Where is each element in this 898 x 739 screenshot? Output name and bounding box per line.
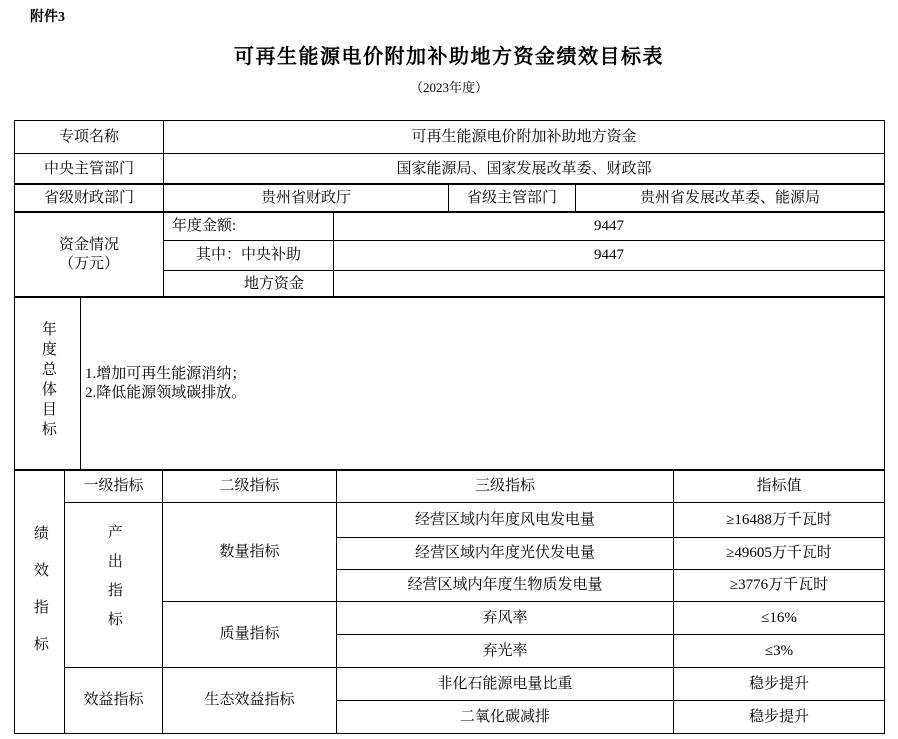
perf-section-label-text: 绩效指标 (31, 524, 48, 673)
table-row (15, 121, 885, 154)
output-indicator-label (65, 503, 163, 668)
header-level2: 二级指标 (163, 470, 337, 503)
project-name-label: 专项名称 (15, 121, 164, 154)
indicator-name: 经营区域内年度光伏发电量 (337, 538, 674, 570)
indicator-name: 弃风率 (337, 602, 674, 635)
central-subsidy-label: 其中：中央补助 (164, 241, 334, 271)
prov-dept-label: 省级主管部门 (449, 184, 576, 213)
perf-section-label (15, 470, 65, 734)
benefit-indicator-label: 效益指标 (65, 668, 163, 734)
prov-finance-label: 省级财政部门 (15, 184, 164, 213)
annual-goal-table (14, 296, 885, 471)
quality-indicator-label: 质量指标 (163, 602, 337, 668)
table-row (15, 503, 885, 538)
central-subsidy-value: 9447 (334, 241, 885, 271)
goal-line-2: 2.降低能源领域碳排放。 (85, 384, 247, 401)
funding-label-line2: （万元） (58, 255, 119, 272)
project-name-value: 可再生能源电价附加补助地方资金 (164, 121, 885, 154)
attachment-label: 附件3 (30, 10, 65, 25)
performance-indicators-table (14, 469, 885, 734)
indicator-value: ≤3% (674, 635, 885, 668)
page-title: 可再生能源电价附加补助地方资金绩效目标表 (234, 46, 664, 68)
indicator-value: ≥49605万千瓦时 (674, 538, 885, 570)
indicator-value: 稳步提升 (674, 668, 885, 701)
goal-line-1: 1.增加可再生能源消纳； (85, 365, 247, 382)
table-row (15, 184, 885, 213)
indicator-name: 经营区域内年度风电发电量 (337, 503, 674, 538)
indicator-value: ≥16488万千瓦时 (674, 503, 885, 538)
annual-goal-content (81, 297, 885, 471)
basic-info-table (14, 120, 885, 185)
indicator-value: ≥3776万千瓦时 (674, 570, 885, 602)
output-indicator-label-text: 产出指标 (105, 524, 122, 641)
provincial-dept-table (14, 183, 885, 213)
funding-label-line1: 资金情况 (58, 236, 119, 253)
annual-goal-label-text: 年度总体目标 (39, 320, 56, 441)
table-row (15, 668, 885, 701)
funding-section-label (15, 212, 164, 298)
header-level1: 一级指标 (65, 470, 163, 503)
indicator-value: ≤16% (674, 602, 885, 635)
annual-goal-label (15, 297, 81, 471)
eco-benefit-indicator-label: 生态效益指标 (163, 668, 337, 734)
central-dept-value: 国家能源局、国家发展改革委、财政部 (164, 154, 885, 185)
header-value: 指标值 (674, 470, 885, 503)
prov-finance-value: 贵州省财政厅 (164, 184, 449, 213)
indicator-name: 二氧化碳减排 (337, 701, 674, 734)
indicator-name: 非化石能源电量比重 (337, 668, 674, 701)
header-level3: 三级指标 (337, 470, 674, 503)
indicator-name: 经营区域内年度生物质发电量 (337, 570, 674, 602)
performance-target-table (14, 120, 884, 734)
table-row (15, 297, 885, 471)
quantity-indicator-label: 数量指标 (163, 503, 337, 602)
indicator-value: 稳步提升 (674, 701, 885, 734)
indicator-name: 弃光率 (337, 635, 674, 668)
annual-amount-label: 年度金额: (164, 212, 334, 241)
table-row (15, 154, 885, 185)
local-funds-value (334, 271, 885, 298)
central-dept-label: 中央主管部门 (15, 154, 164, 185)
page-subtitle: （2023年度） (409, 80, 488, 95)
prov-dept-value: 贵州省发展改革委、能源局 (576, 184, 885, 213)
table-row (15, 212, 885, 241)
local-funds-label: 地方资金 (164, 271, 334, 298)
annual-amount-value: 9447 (334, 212, 885, 241)
table-row (15, 470, 885, 503)
funding-table (14, 211, 885, 298)
